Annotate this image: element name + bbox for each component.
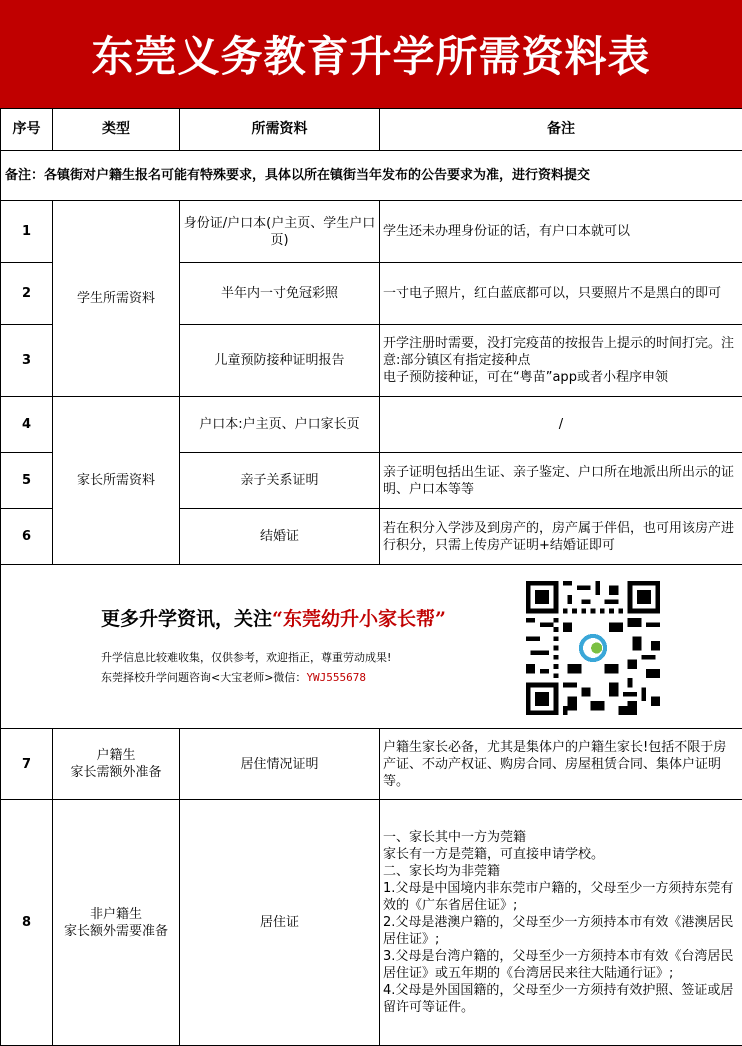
materials-table bbox=[0, 108, 742, 1046]
row-num: 2 bbox=[1, 263, 53, 325]
row-remark: 若在积分入学涉及到房产的，房产属于伴侣，也可用该房产进行积分，只需上传房产证明+结婚证即可 bbox=[380, 509, 742, 565]
table-row bbox=[1, 800, 742, 1046]
row-remark: 亲子证明包括出生证、亲子鉴定、户口所在地派出所出示的证明、户口本等等 bbox=[380, 453, 742, 509]
row-num: 8 bbox=[1, 800, 53, 1046]
row-material: 半年内一寸免冠彩照 bbox=[180, 263, 380, 325]
table-row bbox=[1, 729, 742, 800]
row-material: 居住情况证明 bbox=[180, 729, 380, 800]
row-remark: 开学注册时需要，没打完疫苗的按报告上提示的时间打完。注意:部分镇区有指定接种点 电子预防接种证，可在“粤苗”app或者小程序申领 bbox=[380, 325, 742, 397]
row-remark: 学生还未办理身份证的话，有户口本就可以 bbox=[380, 201, 742, 263]
promo-contact: 东莞择校升学问题咨询<大宝老师>微信：YWJ555678 bbox=[101, 669, 366, 686]
row-material: 结婚证 bbox=[180, 509, 380, 565]
row-material: 身份证/户口本(户主页、学生户口页) bbox=[180, 201, 380, 263]
group-student: 学生所需资料 bbox=[53, 201, 180, 397]
row-num: 1 bbox=[1, 201, 53, 263]
group-nonhukou: 非户籍生 家长额外需要准备 bbox=[53, 800, 180, 1046]
group-hukou: 户籍生 家长需额外准备 bbox=[53, 729, 180, 800]
row-num: 3 bbox=[1, 325, 53, 397]
row-remark: 一、家长其中一方为莞籍 家长有一方是莞籍，可直接申请学校。 二、家长均为非莞籍 1.父母是中国境内非东莞市户籍的，父母至少一方须持东莞有效的《广东省居住证》; 2.父母是港澳户籍的，父母至少一方须持本市有效《港澳居民居住证》; 3.父母是台湾户籍的，父母至少一方须持本市有效《台湾居民居住证》或五年期的《台湾居民来往大陆通行证》; 4.父母是外国国籍的，父母至少一方须持有效护照、签证或居留许可等证件。 bbox=[380, 800, 742, 1046]
row-remark: / bbox=[380, 397, 742, 453]
row-remark: 一寸电子照片，红白蓝底都可以，只要照片不是黑白的即可 bbox=[380, 263, 742, 325]
promo-account-name: “东莞幼升小家长帮” bbox=[272, 608, 446, 630]
table-header-row bbox=[1, 109, 742, 151]
row-material: 户口本:户主页、户口家长页 bbox=[180, 397, 380, 453]
table-row bbox=[1, 201, 742, 263]
table-row bbox=[1, 397, 742, 453]
note-text: 备注：各镇街对户籍生报名可能有特殊要求，具体以所在镇街当年发布的公告要求为准，进行资料提交 bbox=[1, 151, 742, 201]
note-row bbox=[1, 151, 742, 201]
wechat-id: YWJ555678 bbox=[306, 671, 366, 684]
row-num: 6 bbox=[1, 509, 53, 565]
row-remark: 户籍生家长必备，尤其是集体户的户籍生家长!包括不限于房产证、不动产权证、购房合同、房屋租赁合同、集体户证明等。 bbox=[380, 729, 742, 800]
header-type: 类型 bbox=[53, 109, 180, 151]
promo-title: 更多升学资讯，关注“东莞幼升小家长帮” bbox=[101, 611, 446, 628]
promo-banner bbox=[1, 565, 742, 729]
row-num: 7 bbox=[1, 729, 53, 800]
header-remark: 备注 bbox=[380, 109, 742, 151]
page-title: 东莞义务教育升学所需资料表 bbox=[0, 0, 742, 108]
row-material: 居住证 bbox=[180, 800, 380, 1046]
promo-row bbox=[1, 565, 742, 729]
row-material: 儿童预防接种证明报告 bbox=[180, 325, 380, 397]
header-num: 序号 bbox=[1, 109, 53, 151]
group-parent: 家长所需资料 bbox=[53, 397, 180, 565]
row-material: 亲子关系证明 bbox=[180, 453, 380, 509]
qr-code-icon bbox=[526, 581, 660, 715]
row-num: 5 bbox=[1, 453, 53, 509]
promo-disclaimer: 升学信息比较难收集，仅供参考，欢迎指正，尊重劳动成果! bbox=[101, 649, 391, 666]
header-material: 所需资料 bbox=[180, 109, 380, 151]
row-num: 4 bbox=[1, 397, 53, 453]
